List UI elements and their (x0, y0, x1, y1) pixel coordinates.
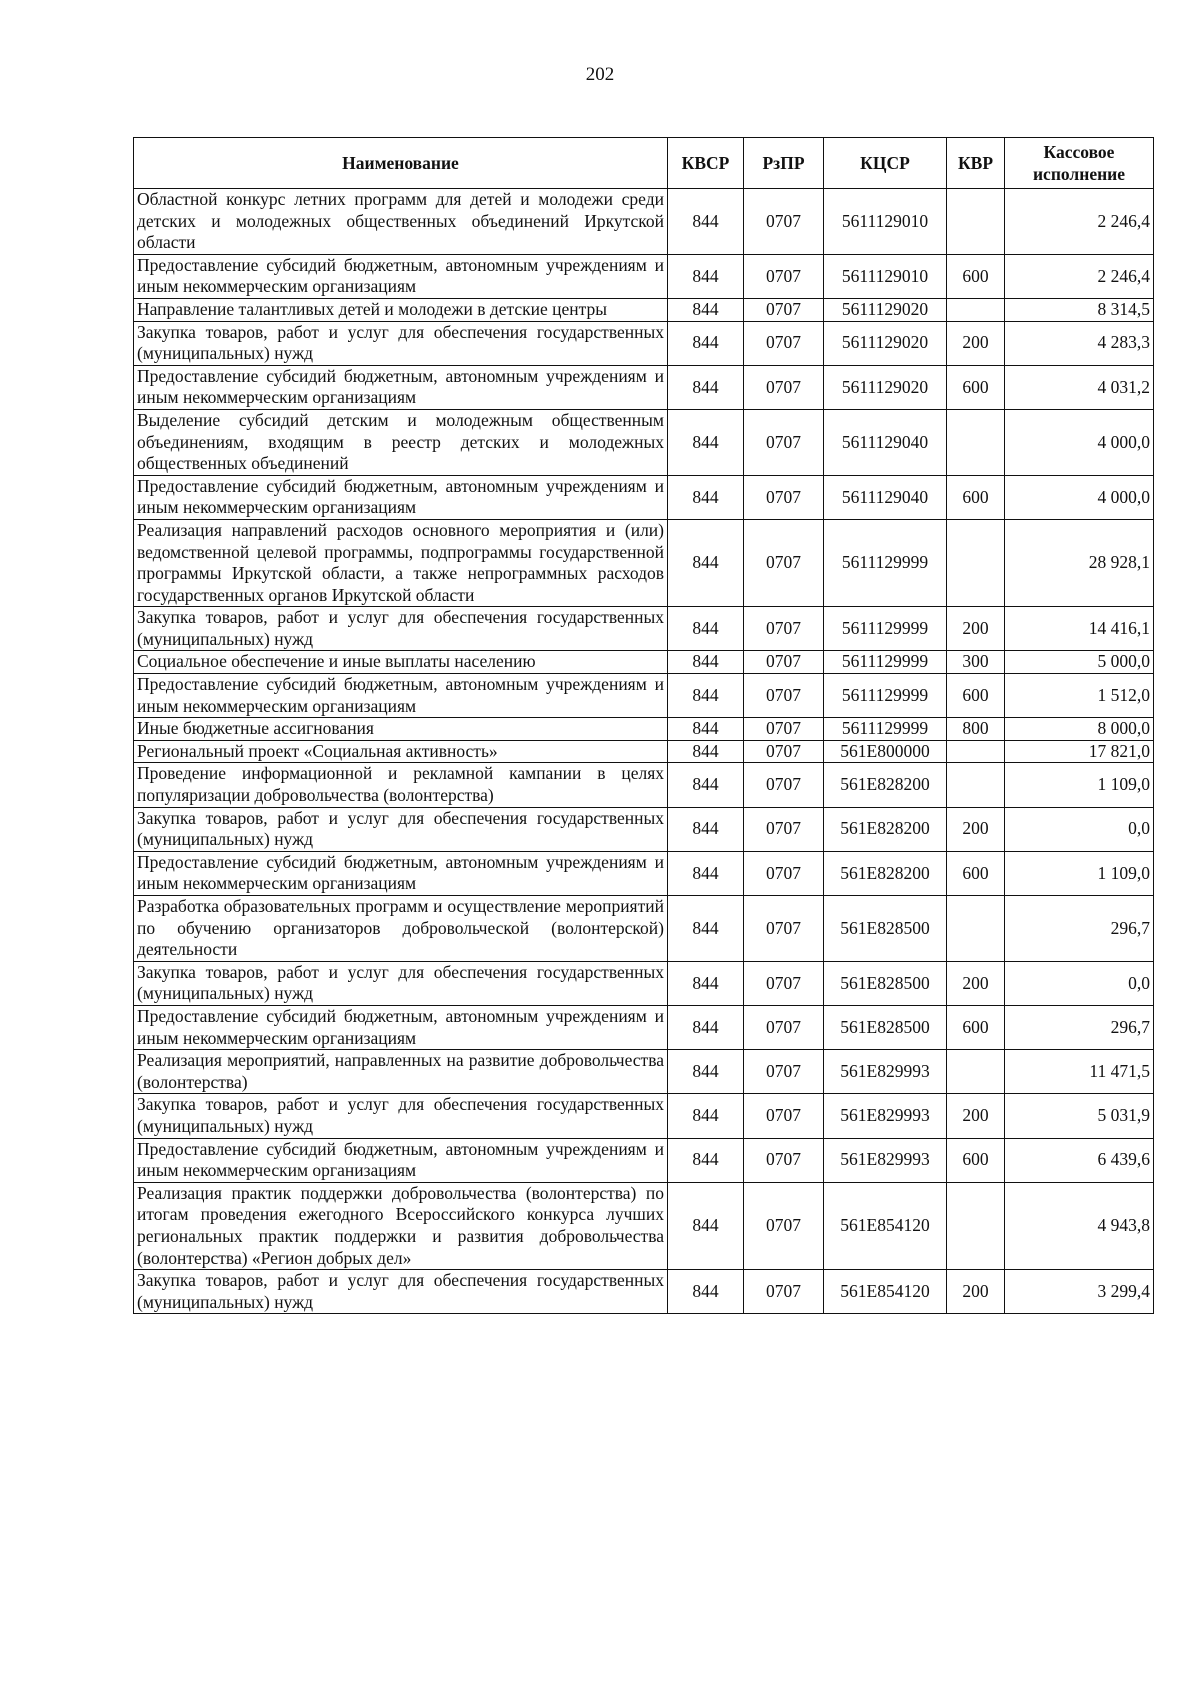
cell-name: Разработка образовательных программ и осуществление мероприятий по обучению организаторов добровольческой (волонтерской) деятельности (134, 896, 668, 962)
cell-sum: 2 246,4 (1005, 189, 1154, 255)
cell-name: Предоставление субсидий бюджетным, автономным учреждениям и иным некоммерческим организациям (134, 1138, 668, 1182)
cell-sum: 296,7 (1005, 896, 1154, 962)
cell-sum: 4 283,3 (1005, 321, 1154, 365)
table-row (134, 365, 1154, 409)
cell-rzpr: 0707 (744, 365, 824, 409)
cell-name: Закупка товаров, работ и услуг для обеспечения государственных (муниципальных) нужд (134, 961, 668, 1005)
table-row (134, 298, 1154, 321)
cell-kcsr: 5611129999 (824, 519, 947, 606)
cell-kvsr: 844 (668, 475, 744, 519)
cell-kcsr: 5611129999 (824, 607, 947, 651)
cell-sum: 8 000,0 (1005, 718, 1154, 741)
table-row (134, 607, 1154, 651)
table-header-row (134, 138, 1154, 189)
cell-kvr (947, 189, 1005, 255)
cell-sum: 1 512,0 (1005, 674, 1154, 718)
cell-kvr: 200 (947, 961, 1005, 1005)
cell-name: Предоставление субсидий бюджетным, автономным учреждениям и иным некоммерческим организациям (134, 1005, 668, 1049)
cell-sum: 0,0 (1005, 961, 1154, 1005)
cell-name: Реализация мероприятий, направленных на развитие добровольчества (волонтерства) (134, 1050, 668, 1094)
cell-sum: 1 109,0 (1005, 851, 1154, 895)
cell-kcsr: 561E800000 (824, 740, 947, 763)
table-row (134, 1050, 1154, 1094)
cell-rzpr: 0707 (744, 409, 824, 475)
cell-name: Закупка товаров, работ и услуг для обеспечения государственных (муниципальных) нужд (134, 607, 668, 651)
cell-rzpr: 0707 (744, 851, 824, 895)
cell-kvr (947, 1182, 1005, 1269)
table-row (134, 961, 1154, 1005)
cell-kvsr: 844 (668, 740, 744, 763)
cell-rzpr: 0707 (744, 674, 824, 718)
cell-sum: 0,0 (1005, 807, 1154, 851)
cell-kcsr: 5611129010 (824, 254, 947, 298)
cell-kvsr: 844 (668, 607, 744, 651)
cell-kvsr: 844 (668, 1005, 744, 1049)
cell-kvr (947, 763, 1005, 807)
cell-rzpr: 0707 (744, 1050, 824, 1094)
cell-kcsr: 561E854120 (824, 1270, 947, 1314)
cell-name: Закупка товаров, работ и услуг для обеспечения государственных (муниципальных) нужд (134, 807, 668, 851)
table-row (134, 674, 1154, 718)
table-row (134, 519, 1154, 606)
cell-kvr: 600 (947, 1138, 1005, 1182)
cell-kvsr: 844 (668, 1094, 744, 1138)
header-sum: Кассовое исполнение (1005, 138, 1154, 189)
cell-rzpr: 0707 (744, 651, 824, 674)
table-row (134, 409, 1154, 475)
header-kvr: КВР (947, 138, 1005, 189)
cell-sum: 296,7 (1005, 1005, 1154, 1049)
cell-name: Иные бюджетные ассигнования (134, 718, 668, 741)
cell-sum: 5 000,0 (1005, 651, 1154, 674)
cell-kvsr: 844 (668, 254, 744, 298)
cell-kvsr: 844 (668, 807, 744, 851)
cell-kcsr: 5611129999 (824, 651, 947, 674)
table-row (134, 1270, 1154, 1314)
cell-rzpr: 0707 (744, 298, 824, 321)
table-row (134, 1138, 1154, 1182)
cell-rzpr: 0707 (744, 763, 824, 807)
cell-rzpr: 0707 (744, 189, 824, 255)
cell-kvr: 200 (947, 1270, 1005, 1314)
cell-name: Предоставление субсидий бюджетным, автономным учреждениям и иным некоммерческим организациям (134, 851, 668, 895)
cell-kvr (947, 740, 1005, 763)
cell-kvsr: 844 (668, 651, 744, 674)
cell-name: Закупка товаров, работ и услуг для обеспечения государственных (муниципальных) нужд (134, 1270, 668, 1314)
cell-rzpr: 0707 (744, 1270, 824, 1314)
table-row (134, 807, 1154, 851)
cell-name: Предоставление субсидий бюджетным, автономным учреждениям и иным некоммерческим организациям (134, 254, 668, 298)
cell-sum: 28 928,1 (1005, 519, 1154, 606)
cell-sum: 5 031,9 (1005, 1094, 1154, 1138)
table-row (134, 321, 1154, 365)
cell-kcsr: 561E828200 (824, 807, 947, 851)
table-row (134, 189, 1154, 255)
cell-name: Предоставление субсидий бюджетным, автономным учреждениям и иным некоммерческим организациям (134, 365, 668, 409)
cell-sum: 1 109,0 (1005, 763, 1154, 807)
cell-kvr (947, 409, 1005, 475)
cell-sum: 14 416,1 (1005, 607, 1154, 651)
cell-kvr: 600 (947, 475, 1005, 519)
header-kcsr: КЦСР (824, 138, 947, 189)
cell-kvr: 600 (947, 674, 1005, 718)
cell-kvsr: 844 (668, 718, 744, 741)
cell-kcsr: 561E828200 (824, 851, 947, 895)
page-number: 202 (585, 64, 615, 85)
cell-rzpr: 0707 (744, 1182, 824, 1269)
cell-kcsr: 5611129010 (824, 189, 947, 255)
cell-rzpr: 0707 (744, 896, 824, 962)
cell-kcsr: 5611129999 (824, 718, 947, 741)
table-row (134, 254, 1154, 298)
header-rzpr: РзПР (744, 138, 824, 189)
cell-kvsr: 844 (668, 409, 744, 475)
cell-rzpr: 0707 (744, 254, 824, 298)
cell-kvr: 600 (947, 1005, 1005, 1049)
cell-kvsr: 844 (668, 1182, 744, 1269)
cell-name: Предоставление субсидий бюджетным, автономным учреждениям и иным некоммерческим организациям (134, 674, 668, 718)
table-row (134, 718, 1154, 741)
cell-name: Региональный проект «Социальная активность» (134, 740, 668, 763)
cell-name: Закупка товаров, работ и услуг для обеспечения государственных (муниципальных) нужд (134, 1094, 668, 1138)
cell-kcsr: 5611129999 (824, 674, 947, 718)
cell-kvsr: 844 (668, 763, 744, 807)
cell-kcsr: 561E854120 (824, 1182, 947, 1269)
cell-kvsr: 844 (668, 674, 744, 718)
table-row (134, 475, 1154, 519)
cell-kvsr: 844 (668, 1050, 744, 1094)
cell-kcsr: 561E829993 (824, 1050, 947, 1094)
table-row (134, 763, 1154, 807)
cell-kcsr: 5611129020 (824, 321, 947, 365)
cell-kcsr: 561E829993 (824, 1138, 947, 1182)
cell-rzpr: 0707 (744, 519, 824, 606)
cell-name: Областной конкурс летних программ для детей и молодежи среди детских и молодежных общественных объединений Иркутской области (134, 189, 668, 255)
cell-rzpr: 0707 (744, 321, 824, 365)
table-row (134, 651, 1154, 674)
cell-rzpr: 0707 (744, 475, 824, 519)
cell-kvsr: 844 (668, 519, 744, 606)
cell-kvr: 200 (947, 1094, 1005, 1138)
cell-kvr: 600 (947, 254, 1005, 298)
cell-kvr: 200 (947, 807, 1005, 851)
cell-rzpr: 0707 (744, 961, 824, 1005)
table-row (134, 1094, 1154, 1138)
table-row (134, 1005, 1154, 1049)
table-row (134, 1182, 1154, 1269)
cell-sum: 4 000,0 (1005, 409, 1154, 475)
cell-kvr (947, 519, 1005, 606)
cell-kcsr: 5611129020 (824, 365, 947, 409)
cell-kcsr: 561E828500 (824, 961, 947, 1005)
cell-sum: 2 246,4 (1005, 254, 1154, 298)
cell-rzpr: 0707 (744, 1094, 824, 1138)
cell-kvsr: 844 (668, 851, 744, 895)
cell-kvsr: 844 (668, 189, 744, 255)
header-kvsr: КВСР (668, 138, 744, 189)
table-body (134, 189, 1154, 1314)
cell-name: Закупка товаров, работ и услуг для обеспечения государственных (муниципальных) нужд (134, 321, 668, 365)
cell-kcsr: 5611129040 (824, 409, 947, 475)
cell-kvr: 800 (947, 718, 1005, 741)
cell-sum: 11 471,5 (1005, 1050, 1154, 1094)
cell-kvr: 200 (947, 607, 1005, 651)
cell-kcsr: 561E828200 (824, 763, 947, 807)
cell-sum: 4 031,2 (1005, 365, 1154, 409)
cell-kvsr: 844 (668, 1270, 744, 1314)
table-row (134, 896, 1154, 962)
cell-kvr (947, 896, 1005, 962)
cell-kcsr: 561E829993 (824, 1094, 947, 1138)
table-row (134, 740, 1154, 763)
cell-kvr (947, 298, 1005, 321)
cell-rzpr: 0707 (744, 1138, 824, 1182)
cell-kcsr: 561E828500 (824, 896, 947, 962)
cell-name: Социальное обеспечение и иные выплаты населению (134, 651, 668, 674)
table-row (134, 851, 1154, 895)
cell-rzpr: 0707 (744, 1005, 824, 1049)
cell-sum: 6 439,6 (1005, 1138, 1154, 1182)
cell-rzpr: 0707 (744, 718, 824, 741)
cell-kvr (947, 1050, 1005, 1094)
cell-kvsr: 844 (668, 321, 744, 365)
cell-kvr: 300 (947, 651, 1005, 674)
cell-kvsr: 844 (668, 961, 744, 1005)
cell-kvsr: 844 (668, 896, 744, 962)
budget-table (133, 137, 1154, 1314)
cell-name: Проведение информационной и рекламной кампании в целях популяризации добровольчества (волонтерства) (134, 763, 668, 807)
cell-sum: 4 943,8 (1005, 1182, 1154, 1269)
cell-name: Выделение субсидий детским и молодежным общественным объединениям, входящим в реестр детских и молодежных общественных объединений (134, 409, 668, 475)
cell-kvr: 600 (947, 365, 1005, 409)
cell-kcsr: 5611129040 (824, 475, 947, 519)
header-name: Наименование (134, 138, 668, 189)
cell-kcsr: 5611129020 (824, 298, 947, 321)
cell-sum: 17 821,0 (1005, 740, 1154, 763)
cell-name: Предоставление субсидий бюджетным, автономным учреждениям и иным некоммерческим организациям (134, 475, 668, 519)
cell-kcsr: 561E828500 (824, 1005, 947, 1049)
cell-kvr: 600 (947, 851, 1005, 895)
cell-rzpr: 0707 (744, 607, 824, 651)
cell-rzpr: 0707 (744, 740, 824, 763)
cell-kvsr: 844 (668, 1138, 744, 1182)
cell-kvsr: 844 (668, 298, 744, 321)
cell-kvr: 200 (947, 321, 1005, 365)
cell-sum: 8 314,5 (1005, 298, 1154, 321)
cell-name: Реализация практик поддержки добровольчества (волонтерства) по итогам проведения ежегодного Всероссийского конкурса лучших региональных практик поддержки и развития добровольчества (волонтерства) «Регион добрых дел» (134, 1182, 668, 1269)
cell-rzpr: 0707 (744, 807, 824, 851)
cell-sum: 3 299,4 (1005, 1270, 1154, 1314)
cell-name: Реализация направлений расходов основного мероприятия и (или) ведомственной целевой программы, подпрограммы государственной программы Иркутской области, а также непрограммных расходов государственных органов Иркутской области (134, 519, 668, 606)
cell-sum: 4 000,0 (1005, 475, 1154, 519)
cell-kvsr: 844 (668, 365, 744, 409)
cell-name: Направление талантливых детей и молодежи в детские центры (134, 298, 668, 321)
